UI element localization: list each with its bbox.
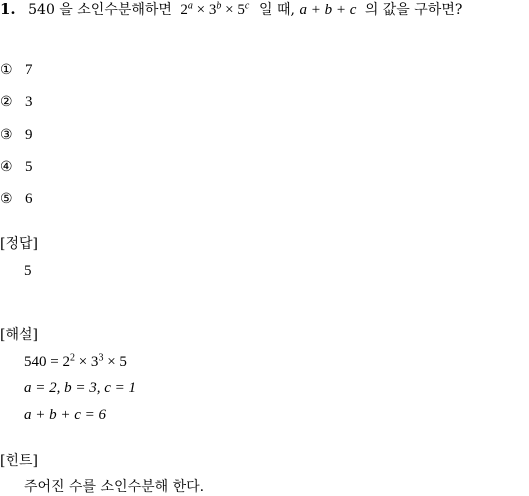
exp-b: b — [216, 0, 222, 12]
choice-2[interactable] — [0, 95, 33, 110]
exp-a: a — [187, 0, 193, 12]
times-sign: × — [196, 2, 206, 18]
base-2: 2 — [180, 2, 188, 18]
choice-value: 7 — [25, 62, 33, 78]
explanation-header: [해설] — [0, 327, 38, 343]
expl-exp-2: 3 — [98, 352, 104, 364]
choice-mark: ① — [0, 62, 13, 78]
expl-exp-1: 2 — [69, 352, 75, 364]
choice-1[interactable] — [0, 63, 33, 78]
times-sign: × — [225, 2, 234, 18]
question-expr: a + b + c — [299, 2, 357, 18]
question-line — [0, 2, 462, 18]
choice-value: 9 — [25, 127, 33, 143]
choice-mark: ⑤ — [0, 191, 13, 207]
choice-3[interactable] — [0, 128, 33, 143]
explanation-line-1 — [24, 352, 127, 370]
explanation-line-3: a + b + c = 6 — [24, 407, 107, 423]
base-5: 5 — [237, 2, 245, 18]
choice-4[interactable] — [0, 160, 33, 175]
expl-prefix: 540 = 2 — [24, 354, 70, 370]
question-tail: 의 값을 구하면? — [364, 2, 463, 18]
exp-c: c — [244, 0, 250, 12]
question-number: 1. — [0, 0, 16, 18]
choice-5[interactable] — [0, 192, 33, 207]
answer-value: 5 — [24, 263, 32, 279]
choice-value: 5 — [25, 159, 33, 175]
choice-value: 6 — [25, 191, 33, 207]
hint-header: [힌트] — [0, 453, 38, 469]
answer-header: [정답] — [0, 236, 38, 252]
question-lead: 540 을 소인수분해하면 — [28, 2, 172, 18]
choice-mark: ③ — [0, 127, 13, 143]
expl-suffix: × 5 — [103, 354, 127, 370]
choice-mark: ② — [0, 94, 13, 110]
question-factorization — [180, 2, 253, 18]
question-mid: 일 때, — [259, 2, 295, 18]
choice-value: 3 — [25, 94, 33, 110]
explanation-line-2: a = 2, b = 3, c = 1 — [24, 380, 137, 396]
base-3: 3 — [208, 2, 217, 18]
expl-mid: × 3 — [74, 354, 99, 370]
hint-text: 주어진 수를 소인수분해 한다. — [24, 479, 205, 495]
choice-mark: ④ — [0, 159, 13, 175]
